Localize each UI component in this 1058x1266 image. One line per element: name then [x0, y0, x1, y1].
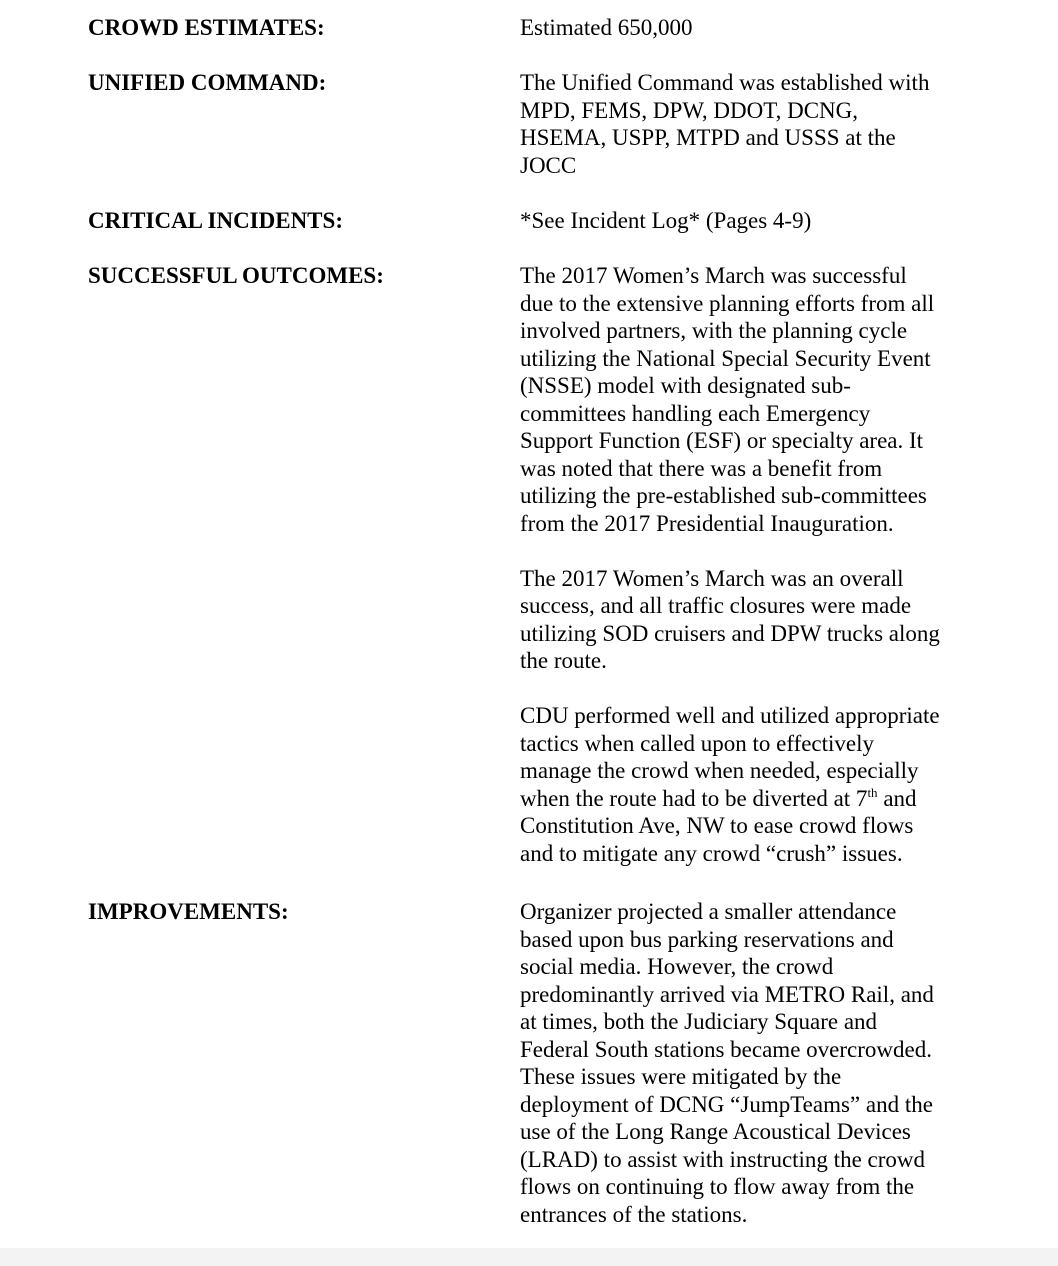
text-line: These issues were mitigated by the	[520, 1064, 842, 1089]
text-line: use of the Long Range Acoustical Devices	[520, 1119, 911, 1144]
text-line: utilizing the pre-established sub-committees	[520, 483, 927, 508]
text-segment: when the route had to be diverted at 7	[520, 785, 868, 811]
section-label: UNIFIED COMMAND:	[88, 70, 327, 95]
text-line: social media. However, the crowd	[520, 954, 834, 979]
text-line: MPD, FEMS, DPW, DDOT, DCNG,	[520, 97, 859, 123]
section-label: SUCCESSFUL OUTCOMES:	[88, 263, 384, 288]
text-line: *See Incident Log* (Pages 4-9)	[520, 208, 812, 233]
paragraph	[520, 14, 1050, 42]
text-line: CDU performed well and utilized appropriate	[520, 703, 940, 728]
section-content	[520, 69, 1050, 179]
text-line: success, and all traffic closures were made	[520, 593, 912, 618]
text-line: due to the extensive planning efforts from all	[520, 290, 935, 316]
text-line: Organizer projected a smaller attendance	[520, 899, 897, 924]
text-line: committees handling each Emergency	[520, 400, 871, 426]
paragraph	[520, 898, 1050, 1228]
text-line: The Unified Command was established with	[520, 70, 930, 95]
section-label: CRITICAL INCIDENTS:	[88, 208, 343, 233]
text-line: based upon bus parking reservations and	[520, 926, 894, 952]
paragraph	[520, 702, 1050, 867]
text-line: the route.	[520, 648, 607, 673]
paragraph	[520, 69, 1050, 179]
text-line: predominantly arrived via METRO Rail, and	[520, 981, 934, 1007]
text-segment: and	[877, 785, 917, 811]
text-line: Constitution Ave, NW to ease crowd flows	[520, 813, 914, 838]
paragraph	[520, 207, 1050, 235]
text-line: JOCC	[520, 152, 577, 178]
text-line: (LRAD) to assist with instructing the crowd	[520, 1146, 926, 1172]
text-line: (NSSE) model with designated sub-	[520, 373, 851, 398]
text-line: at times, both the Judiciary Square and	[520, 1009, 878, 1034]
text-line: entrances of the stations.	[520, 1201, 748, 1227]
text-line: The 2017 Women’s March was an overall	[520, 565, 904, 591]
text-line: from the 2017 Presidential Inauguration.	[520, 510, 894, 536]
paragraph	[520, 565, 1050, 675]
text-line: flows on continuing to flow away from the	[520, 1174, 915, 1199]
section-label: IMPROVEMENTS:	[88, 899, 289, 924]
text-line	[520, 785, 1050, 813]
text-line: Estimated 650,000	[520, 15, 693, 40]
section-content	[520, 207, 1050, 235]
text-line: manage the crowd when needed, especially	[520, 758, 919, 783]
text-line: and to mitigate any crowd “crush” issues.	[520, 840, 903, 866]
section-label: CROWD ESTIMATES:	[88, 15, 325, 40]
text-line: involved partners, with the planning cycle	[520, 318, 908, 343]
text-line: HSEMA, USPP, MTPD and USSS at the	[520, 125, 896, 150]
text-line: deployment of DCNG “JumpTeams” and the	[520, 1091, 933, 1117]
text-line: utilizing SOD cruisers and DPW trucks along	[520, 620, 940, 646]
section-content	[520, 262, 1050, 867]
text-line: Support Function (ESF) or specialty area. It	[520, 428, 924, 453]
paragraph	[520, 262, 1050, 537]
section-content	[520, 898, 1050, 1228]
text-line: utilizing the National Special Security Event	[520, 345, 931, 371]
text-line: Federal South stations became overcrowded.	[520, 1036, 932, 1062]
section-content	[520, 14, 1050, 42]
text-line: tactics when called upon to effectively	[520, 730, 875, 756]
superscript: th	[867, 784, 878, 800]
text-line: was noted that there was a benefit from	[520, 455, 883, 481]
text-line: The 2017 Women’s March was successful	[520, 263, 907, 288]
